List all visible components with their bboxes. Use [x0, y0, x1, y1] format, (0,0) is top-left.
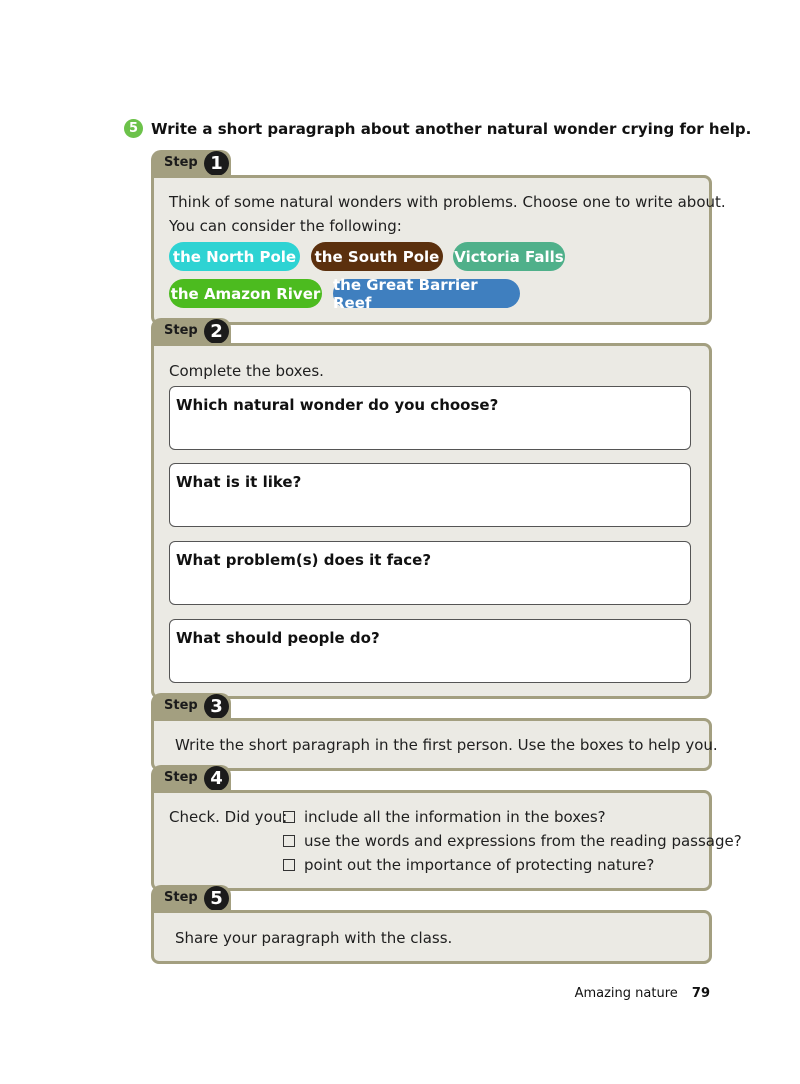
section-title: Amazing nature	[574, 986, 678, 1001]
step-label: Step	[164, 155, 198, 170]
step-number-badge: 3	[204, 694, 229, 719]
question-label: Which natural wonder do you choose?	[176, 396, 499, 414]
task-header	[124, 119, 751, 138]
step-number-badge: 1	[204, 151, 229, 176]
option-amazon-river: the Amazon River	[169, 279, 322, 308]
page-number: 79	[691, 986, 710, 1001]
checklist-item[interactable]	[283, 856, 654, 874]
step-5-text: Share your paragraph with the class.	[175, 929, 453, 947]
question-label: What problem(s) does it face?	[176, 551, 432, 569]
step-1-tab	[151, 150, 231, 178]
checklist-item-label: include all the information in the boxes?	[304, 808, 606, 826]
checklist-item[interactable]	[283, 832, 742, 850]
step-label: Step	[164, 890, 198, 905]
task-number-badge: 5	[124, 119, 143, 138]
step-3-tab	[151, 693, 231, 721]
answer-box-actions[interactable]	[169, 619, 691, 683]
option-north-pole: the North Pole	[169, 242, 300, 271]
step-1-line-2: You can consider the following:	[169, 217, 402, 235]
step-2-instruction: Complete the boxes.	[169, 362, 324, 380]
checklist-item-label: point out the importance of protecting nature?	[304, 856, 655, 874]
question-label: What should people do?	[176, 629, 380, 647]
step-label: Step	[164, 698, 198, 713]
answer-box-wonder[interactable]	[169, 386, 691, 450]
option-great-barrier-reef: the Great Barrier Reef	[333, 279, 520, 308]
option-victoria-falls: Victoria Falls	[453, 242, 565, 271]
step-number-badge: 2	[204, 319, 229, 344]
step-4-lead: Check. Did you:	[169, 808, 288, 826]
step-3-text: Write the short paragraph in the first person. Use the boxes to help you.	[175, 736, 718, 754]
step-4-tab	[151, 765, 231, 793]
step-2-tab	[151, 318, 231, 346]
step-5-tab	[151, 885, 231, 913]
answer-box-description[interactable]	[169, 463, 691, 527]
step-label: Step	[164, 323, 198, 338]
checkbox-icon[interactable]	[283, 859, 295, 871]
option-south-pole: the South Pole	[311, 242, 443, 271]
page-footer	[575, 986, 710, 1001]
answer-box-problems[interactable]	[169, 541, 691, 605]
step-label: Step	[164, 770, 198, 785]
checkbox-icon[interactable]	[283, 811, 295, 823]
checkbox-icon[interactable]	[283, 835, 295, 847]
step-number-badge: 4	[204, 766, 229, 791]
checklist-item[interactable]	[283, 808, 606, 826]
step-1-line-1: Think of some natural wonders with problems. Choose one to write about.	[169, 193, 726, 211]
task-title: Write a short paragraph about another natural wonder crying for help.	[151, 119, 752, 138]
question-label: What is it like?	[176, 473, 302, 491]
step-number-badge: 5	[204, 886, 229, 911]
checklist-item-label: use the words and expressions from the reading passage?	[304, 832, 742, 850]
